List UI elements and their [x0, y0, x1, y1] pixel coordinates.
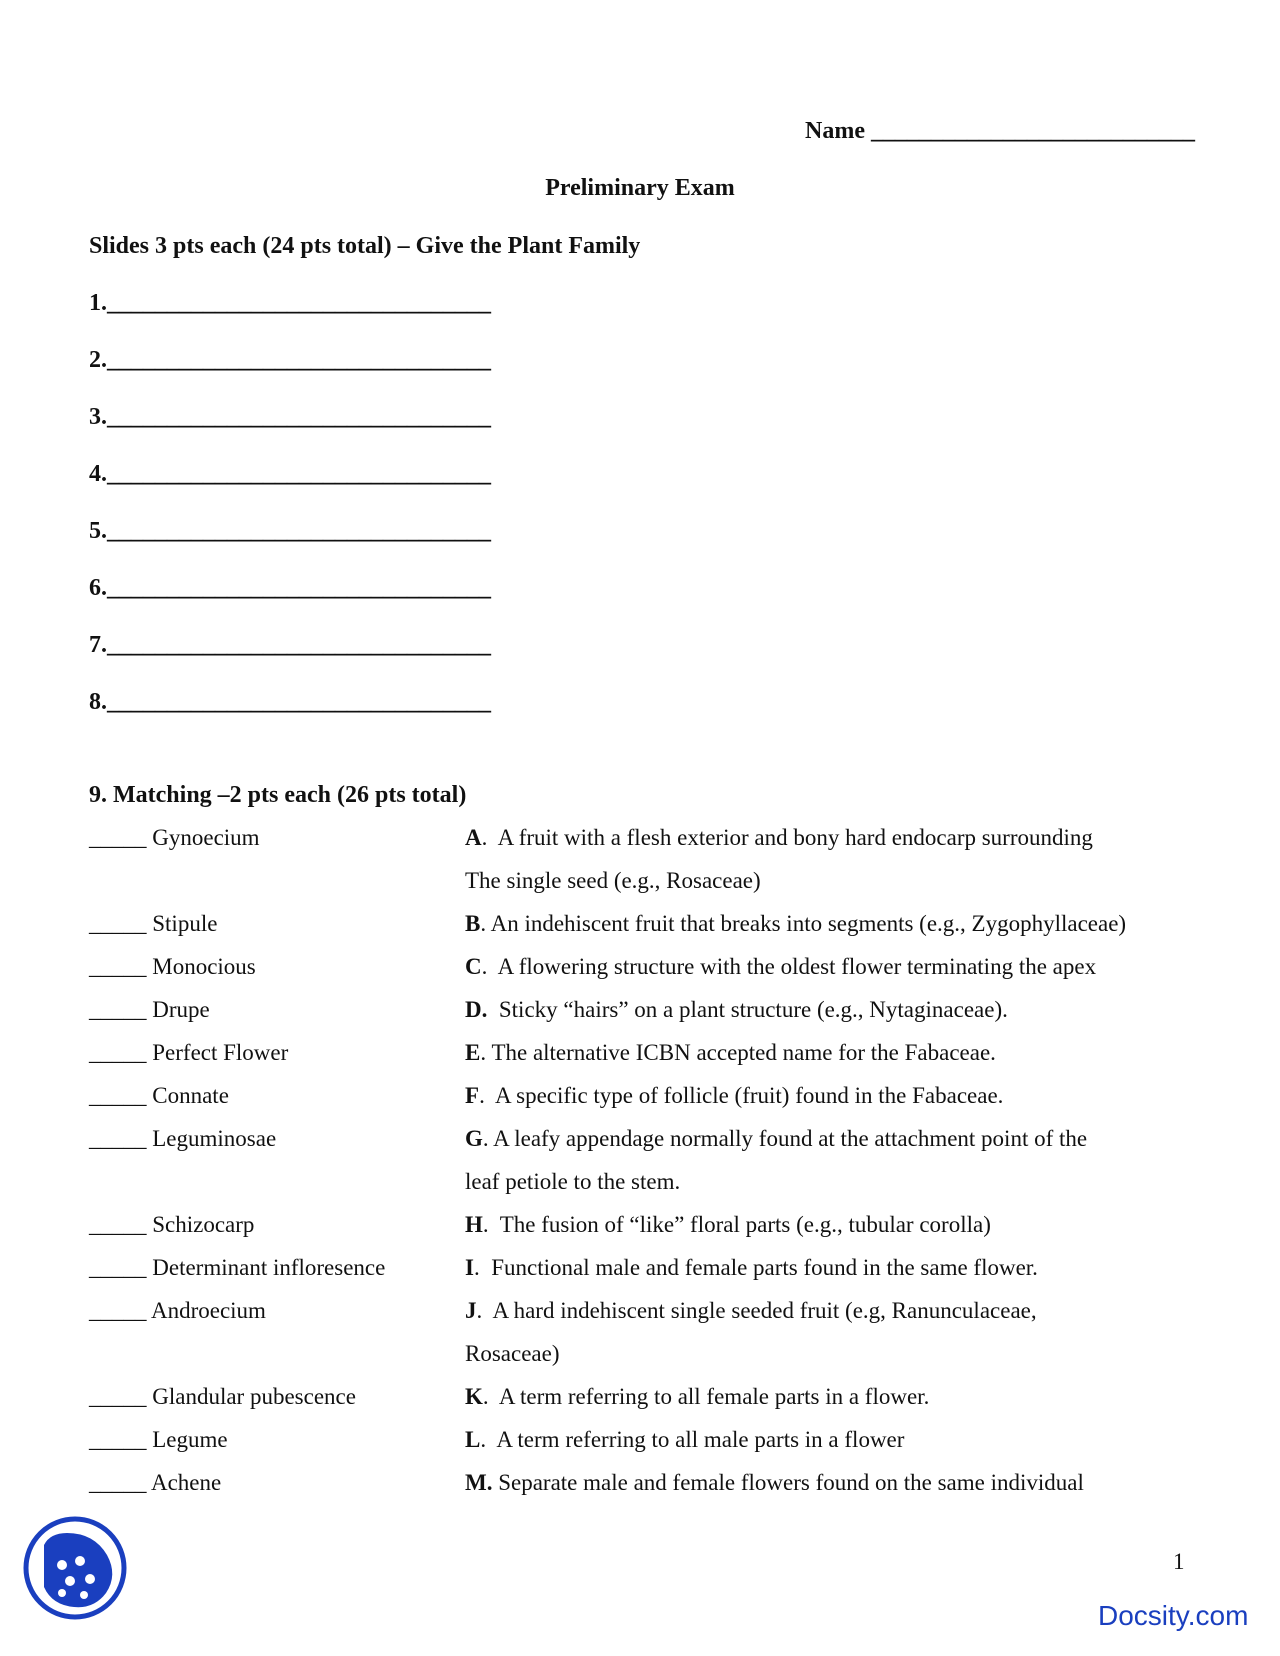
page-title: Preliminary Exam	[545, 175, 735, 201]
definition-j: J. A hard indehiscent single seeded fruit (e.g, Ranunculaceae,	[465, 1298, 1037, 1323]
slide-answer-4: 4.________________________________	[89, 461, 491, 487]
definition-h: H. The fusion of “like” floral parts (e.g., tubular corolla)	[465, 1212, 991, 1237]
match-term-leguminosae: _____ Leguminosae	[89, 1126, 277, 1151]
definition-i: I. Functional male and female parts found in the same flower.	[465, 1255, 1038, 1280]
match-term-drupe: _____ Drupe	[89, 997, 210, 1022]
definition-e: E. The alternative ICBN accepted name for the Fabaceae.	[465, 1040, 996, 1065]
definition-a-cont: The single seed (e.g., Rosaceae)	[465, 868, 761, 893]
slide-answer-6: 6.________________________________	[89, 575, 491, 601]
match-term-legume: _____ Legume	[89, 1427, 228, 1452]
definition-g-cont: leaf petiole to the stem.	[465, 1169, 681, 1194]
match-term-monocious: _____ Monocious	[89, 954, 256, 979]
slide-answer-8: 8.________________________________	[89, 689, 491, 715]
definition-f: F. A specific type of follicle (fruit) found in the Fabaceae.	[465, 1083, 1004, 1108]
slide-answer-2: 2.________________________________	[89, 347, 491, 373]
definition-j-cont: Rosaceae)	[465, 1341, 560, 1366]
definition-b: B. An indehiscent fruit that breaks into segments (e.g., Zygophyllaceae)	[465, 911, 1127, 936]
definition-m: M. Separate male and female flowers found on the same individual	[465, 1470, 1084, 1495]
definition-c: C. A flowering structure with the oldest flower terminating the apex	[465, 954, 1097, 979]
match-term-achene: _____ Achene	[89, 1470, 222, 1495]
match-term-determinant-infloresence: _____ Determinant infloresence	[89, 1255, 386, 1280]
definition-k: K. A term referring to all female parts in a flower.	[465, 1384, 930, 1409]
match-term-stipule: _____ Stipule	[89, 911, 218, 936]
definition-g: G. A leafy appendage normally found at the attachment point of the	[465, 1126, 1088, 1151]
match-term-glandular-pubescence: _____ Glandular pubescence	[89, 1384, 356, 1409]
slide-answer-5: 5.________________________________	[89, 518, 491, 544]
slide-answer-7: 7.________________________________	[89, 632, 491, 658]
name-field: Name ___________________________	[805, 118, 1195, 144]
match-term-connate: _____ Connate	[89, 1083, 229, 1108]
match-term-schizocarp: _____ Schizocarp	[89, 1212, 255, 1237]
match-term-gynoecium: _____ Gynoecium	[89, 825, 260, 850]
slides-heading: Slides 3 pts each (24 pts total) – Give the Plant Family	[89, 233, 641, 259]
definition-l: L. A term referring to all male parts in a flower	[465, 1427, 905, 1452]
match-term-androecium: _____ Androecium	[89, 1298, 266, 1323]
slide-answer-3: 3.________________________________	[89, 404, 491, 430]
match-term-perfect-flower: _____ Perfect Flower	[89, 1040, 289, 1065]
definition-a: A. A fruit with a flesh exterior and bony hard endocarp surrounding	[465, 825, 1093, 850]
slide-answer-1: 1.________________________________	[89, 290, 491, 316]
matching-heading: 9. Matching –2 pts each (26 pts total)	[89, 782, 467, 808]
docsity-logo-icon	[22, 1515, 128, 1621]
definition-d: D. Sticky “hairs” on a plant structure (e.g., Nytaginaceae).	[465, 997, 1008, 1022]
page-number: 1	[1173, 1549, 1185, 1574]
docsity-brand[interactable]: Docsity.com	[1098, 1600, 1249, 1631]
